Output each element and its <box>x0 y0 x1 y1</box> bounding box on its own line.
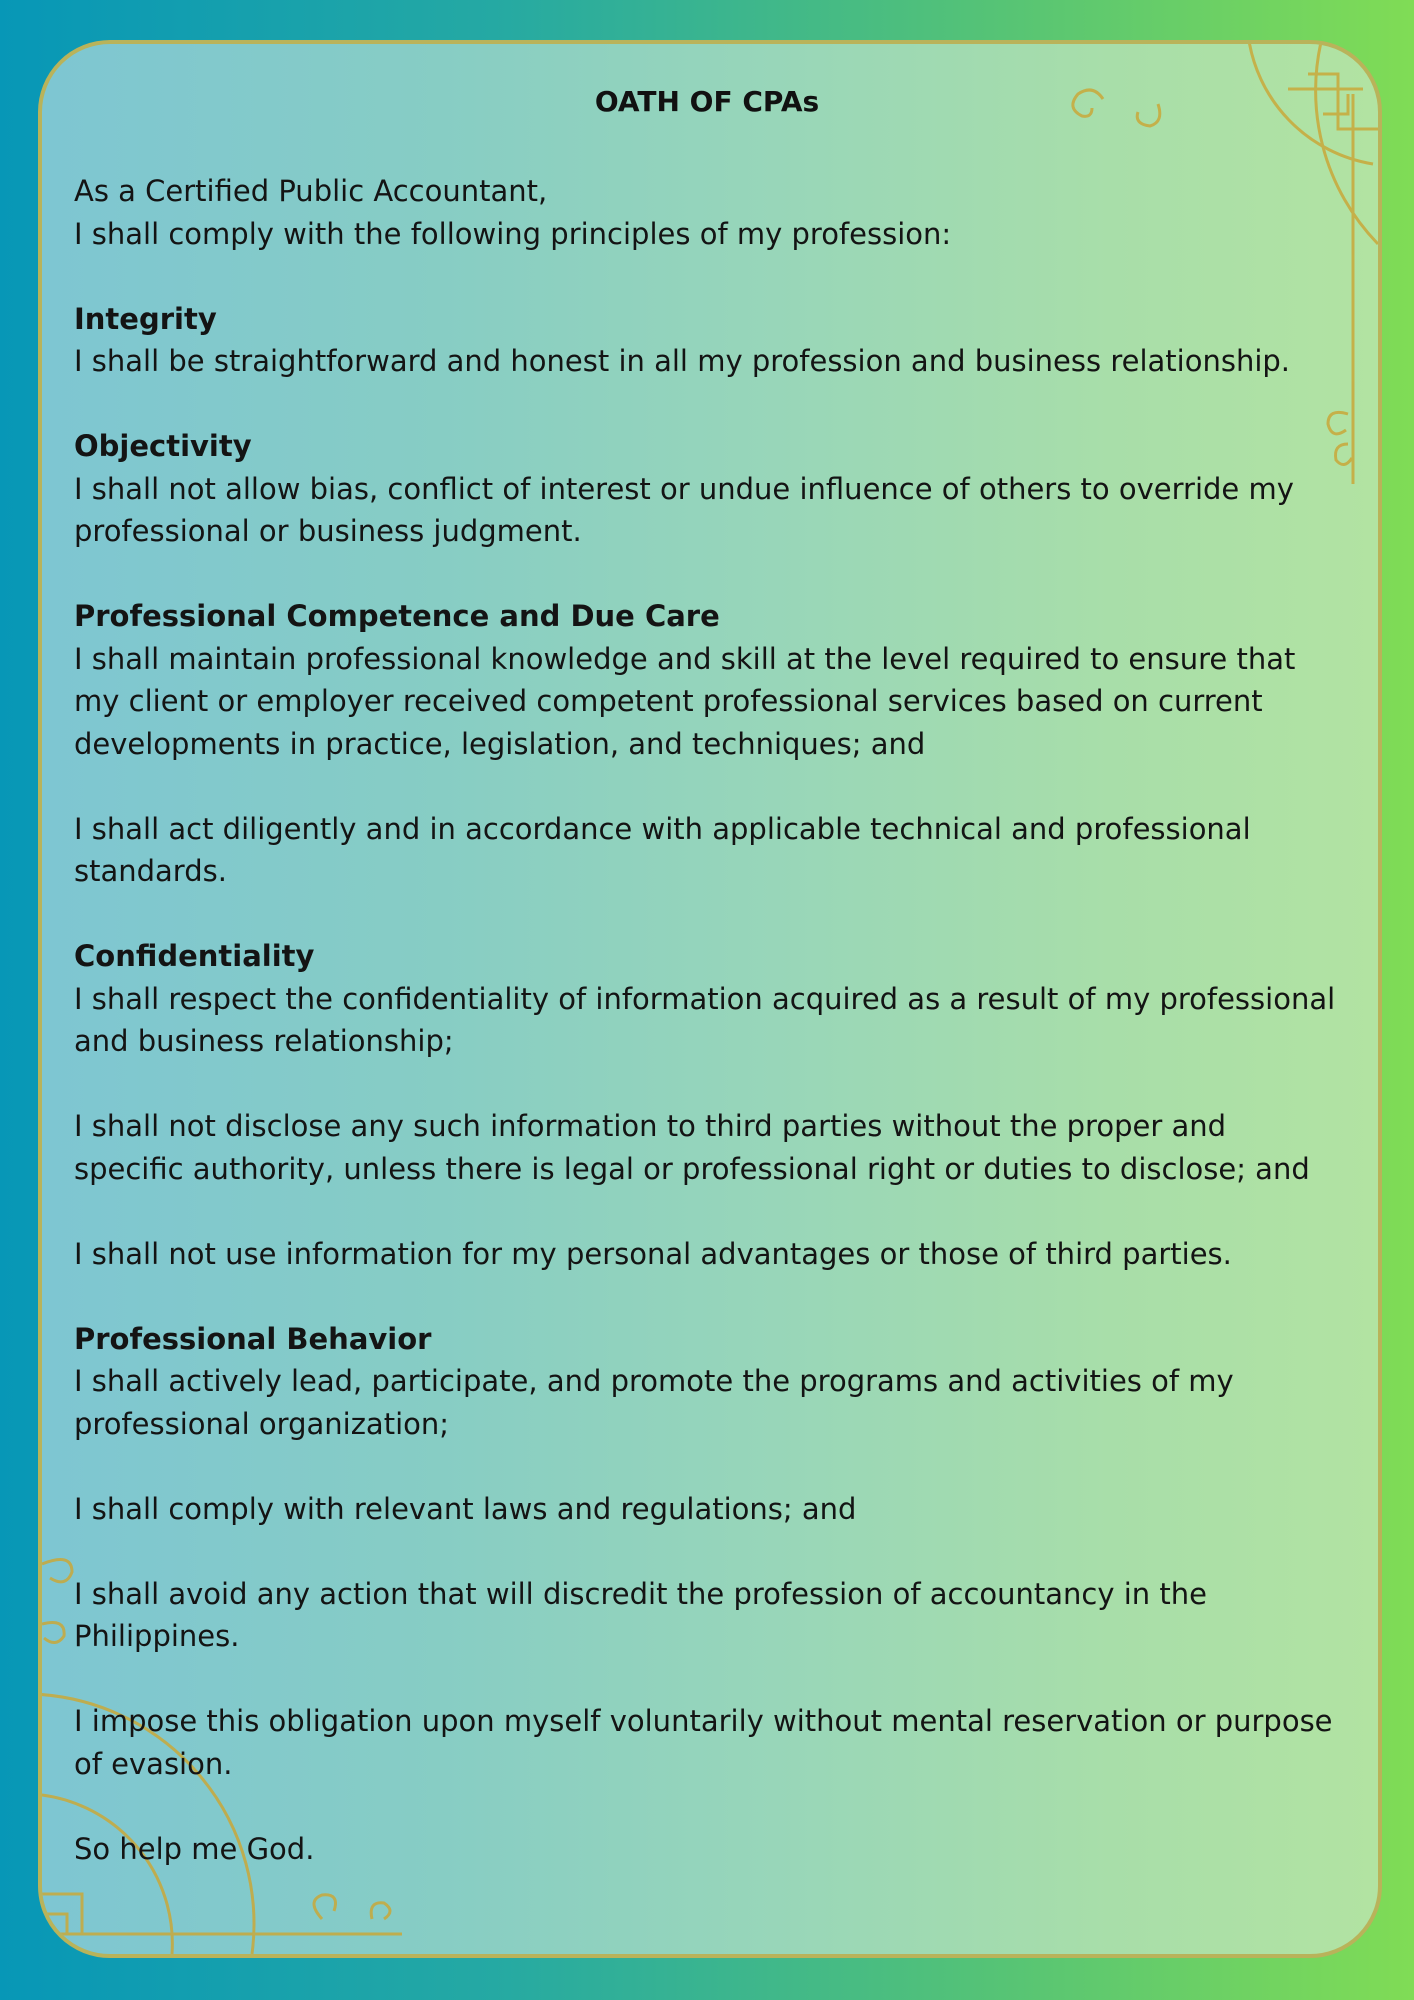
section-text: I shall maintain professional knowledge and skill at the level required to ensure that my client or employer received competent professional services based on current developments in practice, legislation, and techniques; and <box>74 641 1296 761</box>
section-objectivity <box>74 425 1344 553</box>
intro-line: As a Certified Public Accountant, <box>74 174 548 208</box>
section-confidentiality <box>74 935 1344 1063</box>
section-professional-behavior <box>74 1318 1344 1446</box>
section-integrity <box>74 298 1344 383</box>
section-professional-competence <box>74 595 1344 765</box>
closing-paragraph: I impose this obligation upon myself voluntarily without mental reservation or purpose of evasion. <box>74 1704 1333 1781</box>
section-text-paragraph: I shall act diligently and in accordance with applicable technical and professional standards. <box>74 811 1251 888</box>
intro-line: I shall comply with the following principles of my profession: <box>74 216 952 251</box>
section-text: I shall respect the confidentiality of information acquired as a result of my professional and business relationship; <box>74 981 1336 1058</box>
closing-line: So help me God. <box>74 1831 315 1866</box>
section-text: I shall not allow bias, conflict of interest or undue influence of others to override my professional or business judgment. <box>74 471 1294 548</box>
page-title: OATH OF CPAs <box>594 85 820 118</box>
section-text-paragraph: I shall comply with relevant laws and regulations; and <box>74 1491 857 1526</box>
intro-paragraph <box>74 170 1344 255</box>
section-heading: Professional Behavior <box>74 1321 432 1356</box>
oath-body <box>74 170 1344 1913</box>
section-text-paragraph: I shall not use information for my personal advantages or those of third parties. <box>74 1236 1232 1271</box>
section-heading: Integrity <box>74 301 217 336</box>
section-heading: Professional Competence and Due Care <box>74 599 720 633</box>
section-text-paragraph: I shall avoid any action that will discredit the profession of accountancy in the Philippines. <box>74 1576 1207 1653</box>
section-heading: Objectivity <box>74 429 252 463</box>
section-text-paragraph: I shall not disclose any such information to third parties without the proper and specific authority, unless there is legal or professional right or duties to disclose; and <box>74 1109 1310 1186</box>
section-text: I shall actively lead, participate, and promote the programs and activities of my professional organization; <box>74 1364 1234 1441</box>
section-heading: Confidentiality <box>74 939 315 973</box>
section-text: I shall be straightforward and honest in all my profession and business relationship. <box>74 344 1291 378</box>
